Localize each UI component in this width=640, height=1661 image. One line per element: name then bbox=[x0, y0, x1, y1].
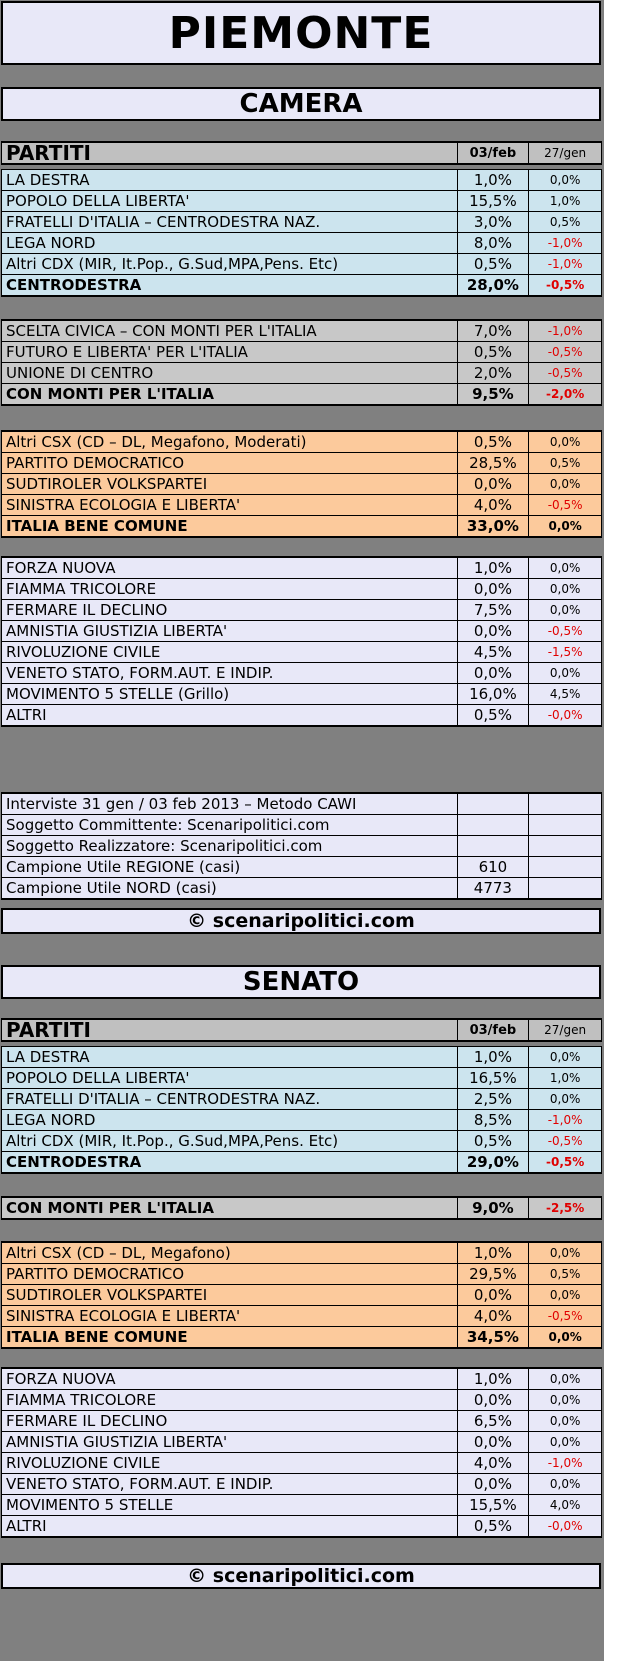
total-row bbox=[2, 275, 602, 297]
party-delta: 0,0% bbox=[529, 1242, 602, 1264]
info-value bbox=[457, 836, 529, 857]
camera-header-table bbox=[1, 141, 602, 165]
party-delta: -0,5% bbox=[529, 1306, 602, 1327]
party-name: MOVIMENTO 5 STELLE (Grillo) bbox=[2, 684, 458, 705]
info-value bbox=[457, 793, 529, 815]
info-label: Interviste 31 gen / 03 feb 2013 – Metodo CAWI bbox=[2, 793, 458, 815]
party-name: Altri CDX (MIR, It.Pop., G.Sud,MPA,Pens. Etc) bbox=[2, 1131, 458, 1152]
total-row bbox=[2, 1327, 602, 1349]
column-header-date-current: 03/feb bbox=[457, 142, 529, 164]
party-delta: 0,0% bbox=[529, 1474, 602, 1495]
table-row bbox=[2, 1068, 602, 1089]
party-delta: -0,5% bbox=[529, 342, 602, 363]
table-row bbox=[2, 495, 602, 516]
party-name: LA DESTRA bbox=[2, 1047, 458, 1068]
party-name: CON MONTI PER L'ITALIA bbox=[2, 384, 458, 406]
party-value: 34,5% bbox=[457, 1327, 529, 1349]
party-delta: 0,0% bbox=[529, 1390, 602, 1411]
info-empty-cell bbox=[529, 836, 602, 857]
table-row bbox=[2, 684, 602, 705]
info-empty-cell bbox=[529, 857, 602, 878]
party-name: AMNISTIA GIUSTIZIA LIBERTA' bbox=[2, 621, 458, 642]
party-delta: -1,0% bbox=[529, 254, 602, 275]
camera-info-table bbox=[1, 792, 602, 900]
party-value: 6,5% bbox=[457, 1411, 529, 1432]
party-name: POPOLO DELLA LIBERTA' bbox=[2, 191, 458, 212]
column-header-date-previous: 27/gen bbox=[529, 1019, 602, 1041]
table-row bbox=[2, 1474, 602, 1495]
party-delta: -1,0% bbox=[529, 1453, 602, 1474]
info-value: 4773 bbox=[457, 878, 529, 900]
party-delta: 0,0% bbox=[529, 1411, 602, 1432]
party-value: 0,0% bbox=[457, 1285, 529, 1306]
column-header-partiti: PARTITI bbox=[2, 1019, 458, 1041]
party-value: 15,5% bbox=[457, 191, 529, 212]
table-row bbox=[2, 1306, 602, 1327]
party-delta: -0,5% bbox=[529, 363, 602, 384]
party-name: LEGA NORD bbox=[2, 1110, 458, 1131]
party-name: FIAMMA TRICOLORE bbox=[2, 1390, 458, 1411]
table-row bbox=[2, 1089, 602, 1110]
party-name: CENTRODESTRA bbox=[2, 1152, 458, 1174]
party-name: SUDTIROLER VOLKSPARTEI bbox=[2, 1285, 458, 1306]
party-name: FRATELLI D'ITALIA – CENTRODESTRA NAZ. bbox=[2, 1089, 458, 1110]
senato-header-table bbox=[1, 1018, 602, 1042]
table-row bbox=[2, 254, 602, 275]
party-name: SCELTA CIVICA – CON MONTI PER L'ITALIA bbox=[2, 320, 458, 342]
party-value: 15,5% bbox=[457, 1495, 529, 1516]
info-label: Soggetto Committente: Scenaripolitici.com bbox=[2, 815, 458, 836]
camera-group-orange bbox=[1, 430, 602, 538]
camera-group-lav bbox=[1, 556, 602, 727]
table-row bbox=[2, 1368, 602, 1390]
table-row bbox=[2, 1453, 602, 1474]
table-row bbox=[2, 1516, 602, 1538]
table-row bbox=[2, 642, 602, 663]
party-value: 0,5% bbox=[457, 1131, 529, 1152]
party-name: POPOLO DELLA LIBERTA' bbox=[2, 1068, 458, 1089]
party-value: 8,0% bbox=[457, 233, 529, 254]
table-row bbox=[2, 1110, 602, 1131]
table-row bbox=[2, 1264, 602, 1285]
party-name: Altri CSX (CD – DL, Megafono, Moderati) bbox=[2, 431, 458, 453]
party-name: RIVOLUZIONE CIVILE bbox=[2, 1453, 458, 1474]
info-value: 610 bbox=[457, 857, 529, 878]
table-row bbox=[2, 453, 602, 474]
table-row bbox=[2, 170, 602, 191]
senato-group-lav bbox=[1, 1367, 602, 1538]
party-delta: -2,0% bbox=[529, 384, 602, 406]
table-header-row bbox=[2, 142, 602, 164]
table-row bbox=[2, 705, 602, 727]
party-value: 4,5% bbox=[457, 642, 529, 663]
info-label: Campione Utile NORD (casi) bbox=[2, 878, 458, 900]
party-delta: 0,0% bbox=[529, 579, 602, 600]
party-delta: -0,5% bbox=[529, 1152, 602, 1174]
party-delta: 0,0% bbox=[529, 1089, 602, 1110]
party-delta: 1,0% bbox=[529, 191, 602, 212]
camera-footer: © scenaripolitici.com bbox=[1, 908, 601, 934]
table-row bbox=[2, 579, 602, 600]
table-row bbox=[2, 1390, 602, 1411]
party-name: LA DESTRA bbox=[2, 170, 458, 191]
party-value: 7,5% bbox=[457, 600, 529, 621]
party-value: 1,0% bbox=[457, 1368, 529, 1390]
table-row bbox=[2, 474, 602, 495]
party-delta: -1,0% bbox=[529, 1110, 602, 1131]
info-label: Soggetto Realizzatore: Scenaripolitici.com bbox=[2, 836, 458, 857]
party-delta: 0,0% bbox=[529, 1327, 602, 1349]
info-row bbox=[2, 836, 602, 857]
party-value: 0,0% bbox=[457, 1390, 529, 1411]
party-value: 0,0% bbox=[457, 621, 529, 642]
total-row bbox=[2, 384, 602, 406]
info-empty-cell bbox=[529, 878, 602, 900]
party-delta: -0,5% bbox=[529, 1131, 602, 1152]
senato-footer: © scenaripolitici.com bbox=[1, 1563, 601, 1589]
info-row bbox=[2, 793, 602, 815]
info-empty-cell bbox=[529, 815, 602, 836]
party-name: CON MONTI PER L'ITALIA bbox=[2, 1197, 458, 1219]
party-value: 0,0% bbox=[457, 1432, 529, 1453]
party-name: SINISTRA ECOLOGIA E LIBERTA' bbox=[2, 1306, 458, 1327]
column-header-partiti: PARTITI bbox=[2, 142, 458, 164]
party-value: 1,0% bbox=[457, 1047, 529, 1068]
table-row bbox=[2, 1242, 602, 1264]
party-delta: 0,0% bbox=[529, 1285, 602, 1306]
table-row bbox=[2, 233, 602, 254]
table-row bbox=[2, 621, 602, 642]
party-delta: -2,5% bbox=[529, 1197, 602, 1219]
party-name: FORZA NUOVA bbox=[2, 557, 458, 579]
senato-group-blue bbox=[1, 1046, 602, 1174]
party-value: 0,5% bbox=[457, 431, 529, 453]
table-row bbox=[2, 1131, 602, 1152]
party-name: Altri CSX (CD – DL, Megafono) bbox=[2, 1242, 458, 1264]
column-header-date-current: 03/feb bbox=[457, 1019, 529, 1041]
party-value: 29,5% bbox=[457, 1264, 529, 1285]
camera-heading: CAMERA bbox=[1, 87, 601, 121]
party-value: 1,0% bbox=[457, 557, 529, 579]
party-delta: -0,0% bbox=[529, 705, 602, 727]
table-row bbox=[2, 342, 602, 363]
party-name: MOVIMENTO 5 STELLE bbox=[2, 1495, 458, 1516]
party-delta: 0,0% bbox=[529, 1047, 602, 1068]
party-name: FRATELLI D'ITALIA – CENTRODESTRA NAZ. bbox=[2, 212, 458, 233]
party-delta: -1,0% bbox=[529, 320, 602, 342]
table-row bbox=[2, 1495, 602, 1516]
party-delta: 1,0% bbox=[529, 1068, 602, 1089]
party-name: FORZA NUOVA bbox=[2, 1368, 458, 1390]
party-value: 9,5% bbox=[457, 384, 529, 406]
info-label: Campione Utile REGIONE (casi) bbox=[2, 857, 458, 878]
party-value: 28,5% bbox=[457, 453, 529, 474]
senato-heading: SENATO bbox=[1, 965, 601, 999]
party-name: ALTRI bbox=[2, 1516, 458, 1538]
party-value: 8,5% bbox=[457, 1110, 529, 1131]
party-delta: 0,5% bbox=[529, 212, 602, 233]
party-delta: -1,5% bbox=[529, 642, 602, 663]
party-delta: 0,5% bbox=[529, 453, 602, 474]
party-name: VENETO STATO, FORM.AUT. E INDIP. bbox=[2, 1474, 458, 1495]
party-name: UNIONE DI CENTRO bbox=[2, 363, 458, 384]
party-value: 1,0% bbox=[457, 1242, 529, 1264]
party-delta: 0,0% bbox=[529, 474, 602, 495]
table-row bbox=[2, 320, 602, 342]
party-delta: 0,0% bbox=[529, 516, 602, 538]
party-value: 16,5% bbox=[457, 1068, 529, 1089]
info-empty-cell bbox=[529, 793, 602, 815]
party-name: ALTRI bbox=[2, 705, 458, 727]
party-value: 9,0% bbox=[457, 1197, 529, 1219]
table-row bbox=[2, 1432, 602, 1453]
party-value: 7,0% bbox=[457, 320, 529, 342]
party-value: 28,0% bbox=[457, 275, 529, 297]
party-name: ITALIA BENE COMUNE bbox=[2, 1327, 458, 1349]
info-row bbox=[2, 815, 602, 836]
party-value: 0,5% bbox=[457, 254, 529, 275]
party-name: ITALIA BENE COMUNE bbox=[2, 516, 458, 538]
table-row bbox=[2, 431, 602, 453]
camera-group-grey bbox=[1, 319, 602, 406]
page-title: PIEMONTE bbox=[1, 1, 601, 65]
party-delta: 0,0% bbox=[529, 431, 602, 453]
party-delta: -0,5% bbox=[529, 621, 602, 642]
party-name: PARTITO DEMOCRATICO bbox=[2, 453, 458, 474]
party-value: 0,5% bbox=[457, 705, 529, 727]
party-name: AMNISTIA GIUSTIZIA LIBERTA' bbox=[2, 1432, 458, 1453]
party-value: 33,0% bbox=[457, 516, 529, 538]
party-name: LEGA NORD bbox=[2, 233, 458, 254]
party-name: SINISTRA ECOLOGIA E LIBERTA' bbox=[2, 495, 458, 516]
table-row bbox=[2, 1411, 602, 1432]
party-value: 2,0% bbox=[457, 363, 529, 384]
table-row bbox=[2, 663, 602, 684]
senato-group-grey bbox=[1, 1196, 602, 1220]
party-value: 16,0% bbox=[457, 684, 529, 705]
table-row bbox=[2, 557, 602, 579]
party-delta: 4,0% bbox=[529, 1495, 602, 1516]
party-delta: -0,5% bbox=[529, 275, 602, 297]
party-value: 0,0% bbox=[457, 663, 529, 684]
info-row bbox=[2, 878, 602, 900]
party-value: 4,0% bbox=[457, 1306, 529, 1327]
table-header-row bbox=[2, 1019, 602, 1041]
senato-group-orange bbox=[1, 1241, 602, 1349]
party-delta: 0,0% bbox=[529, 600, 602, 621]
party-name: FERMARE IL DECLINO bbox=[2, 1411, 458, 1432]
party-name: VENETO STATO, FORM.AUT. E INDIP. bbox=[2, 663, 458, 684]
party-value: 0,0% bbox=[457, 1474, 529, 1495]
party-name: FIAMMA TRICOLORE bbox=[2, 579, 458, 600]
party-name: Altri CDX (MIR, It.Pop., G.Sud,MPA,Pens. Etc) bbox=[2, 254, 458, 275]
camera-group-blue bbox=[1, 169, 602, 297]
right-margin bbox=[604, 0, 640, 1661]
party-name: RIVOLUZIONE CIVILE bbox=[2, 642, 458, 663]
party-value: 0,0% bbox=[457, 474, 529, 495]
column-header-date-previous: 27/gen bbox=[529, 142, 602, 164]
party-delta: 0,0% bbox=[529, 557, 602, 579]
total-row bbox=[2, 1152, 602, 1174]
total-row bbox=[2, 516, 602, 538]
table-row bbox=[2, 191, 602, 212]
party-delta: 0,5% bbox=[529, 1264, 602, 1285]
party-delta: -1,0% bbox=[529, 233, 602, 254]
party-value: 4,0% bbox=[457, 1453, 529, 1474]
party-value: 0,0% bbox=[457, 579, 529, 600]
party-name: PARTITO DEMOCRATICO bbox=[2, 1264, 458, 1285]
party-value: 29,0% bbox=[457, 1152, 529, 1174]
table-row bbox=[2, 363, 602, 384]
party-name: CENTRODESTRA bbox=[2, 275, 458, 297]
party-value: 2,5% bbox=[457, 1089, 529, 1110]
party-value: 4,0% bbox=[457, 495, 529, 516]
party-name: FERMARE IL DECLINO bbox=[2, 600, 458, 621]
party-value: 0,5% bbox=[457, 342, 529, 363]
party-delta: 0,0% bbox=[529, 1368, 602, 1390]
table-row bbox=[2, 1047, 602, 1068]
party-delta: 0,0% bbox=[529, 663, 602, 684]
party-delta: 0,0% bbox=[529, 170, 602, 191]
party-name: SUDTIROLER VOLKSPARTEI bbox=[2, 474, 458, 495]
table-row bbox=[2, 1285, 602, 1306]
party-delta: 4,5% bbox=[529, 684, 602, 705]
party-value: 3,0% bbox=[457, 212, 529, 233]
table-row bbox=[2, 600, 602, 621]
party-name: FUTURO E LIBERTA' PER L'ITALIA bbox=[2, 342, 458, 363]
party-delta: -0,0% bbox=[529, 1516, 602, 1538]
party-value: 0,5% bbox=[457, 1516, 529, 1538]
party-delta: 0,0% bbox=[529, 1432, 602, 1453]
info-row bbox=[2, 857, 602, 878]
info-value bbox=[457, 815, 529, 836]
party-value: 1,0% bbox=[457, 170, 529, 191]
total-row bbox=[2, 1197, 602, 1219]
party-delta: -0,5% bbox=[529, 495, 602, 516]
table-row bbox=[2, 212, 602, 233]
